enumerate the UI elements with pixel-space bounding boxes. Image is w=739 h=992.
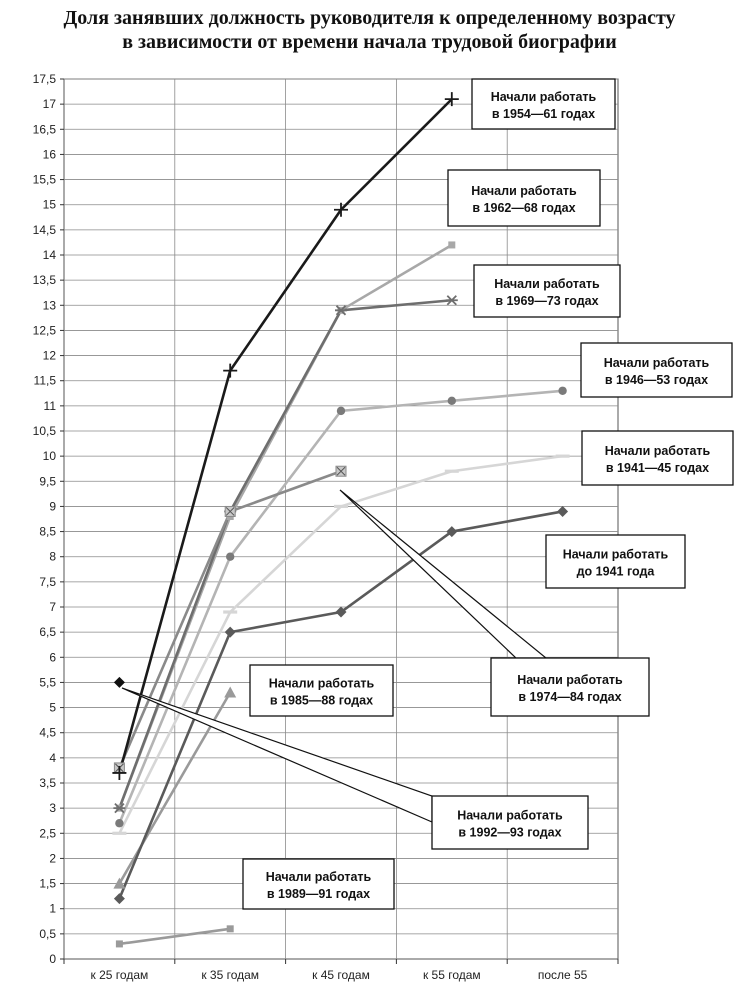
- y-tick-label: 7: [49, 600, 56, 614]
- y-tick-label: 7,5: [39, 574, 56, 589]
- y-tick-label: 1: [49, 901, 56, 916]
- label-frame: [581, 343, 732, 397]
- label-line-1: Начали работать: [603, 356, 710, 370]
- x-tick-label: к 55 годам: [422, 968, 481, 982]
- series-labels: [243, 79, 733, 909]
- label-frame: [474, 265, 620, 317]
- data-point: [558, 387, 566, 395]
- y-tick-label: 17,5: [32, 72, 56, 86]
- x-tick-label: после 55: [537, 968, 588, 982]
- y-tick-label: 4,5: [39, 725, 56, 740]
- label-line-1: Начали работать: [457, 808, 563, 823]
- y-tick-label: 9,5: [39, 474, 56, 489]
- y-tick-label: 16: [42, 147, 56, 162]
- label-line-1: Начали работать: [471, 184, 577, 198]
- data-point: [224, 686, 236, 697]
- data-point: [446, 296, 458, 305]
- label-frame: [432, 796, 588, 849]
- x-tick-label: к 25 годам: [90, 968, 149, 982]
- data-point: [334, 505, 348, 508]
- data-point: [336, 466, 346, 476]
- y-tick-label: 0: [49, 952, 56, 966]
- data-point: [112, 832, 126, 835]
- label-line-1: Начали работать: [517, 673, 623, 687]
- data-point: [557, 506, 568, 517]
- y-tick-label: 2,5: [39, 826, 56, 841]
- y-tick-label: 11,5: [33, 373, 56, 388]
- chart-title-line-1: Доля занявших должность руководителя к определенному возрасту: [63, 7, 676, 29]
- chart-title-line-2: в зависимости от времени начала трудовой биографии: [122, 31, 617, 53]
- y-tick-label: 17: [42, 97, 56, 112]
- y-tick-label: 11: [43, 398, 56, 413]
- y-tick-label: 5,5: [39, 675, 56, 690]
- y-axis: [33, 72, 64, 966]
- data-point: [114, 677, 125, 688]
- label-frame: [582, 431, 733, 485]
- data-point: [113, 878, 125, 889]
- y-tick-label: 5: [49, 700, 56, 715]
- label-frame: [472, 79, 615, 129]
- label-line-2: в 1974—84 годах: [518, 690, 622, 704]
- data-point: [225, 506, 235, 516]
- series-label-box: [582, 431, 733, 485]
- label-frame: [243, 859, 394, 909]
- data-point: [225, 627, 236, 638]
- data-point: [223, 610, 237, 613]
- series-label-box: [243, 859, 394, 909]
- x-axis: [64, 959, 618, 982]
- label-frame: [491, 658, 649, 716]
- label-line-2: до 1941 года: [576, 564, 655, 579]
- y-tick-label: 10,5: [32, 424, 56, 438]
- data-point: [445, 470, 459, 473]
- label-line-1: Начали работать: [490, 90, 597, 104]
- label-line-2: в 1969—73 годах: [495, 294, 599, 308]
- label-line-2: в 1985—88 годах: [269, 693, 374, 708]
- series-label-box: [581, 343, 732, 397]
- y-tick-label: 14,5: [32, 222, 56, 237]
- label-line-2: в 1989—91 годах: [266, 887, 371, 901]
- data-point: [226, 553, 234, 561]
- callout-pointers: [122, 490, 546, 822]
- y-tick-label: 3,5: [39, 776, 56, 790]
- y-tick-label: 4: [49, 750, 56, 765]
- data-point: [114, 893, 125, 904]
- data-point: [116, 940, 123, 947]
- label-frame: [250, 665, 393, 716]
- label-line-2: в 1992—93 годах: [458, 825, 562, 840]
- label-line-1: Начали работать: [265, 870, 372, 884]
- y-tick-label: 15,5: [32, 172, 56, 187]
- label-line-1: Начали работать: [268, 676, 375, 691]
- series-label-box: [546, 535, 685, 588]
- y-tick-label: 8,5: [39, 524, 56, 539]
- data-point: [115, 819, 123, 827]
- callout-pointer-1974-84: [340, 490, 546, 658]
- label-line-1: Начали работать: [494, 277, 600, 291]
- y-tick-label: 1,5: [39, 876, 56, 891]
- y-tick-label: 6: [49, 650, 56, 665]
- y-tick-label: 12,5: [32, 323, 56, 338]
- label-frame: [546, 535, 685, 588]
- y-tick-label: 10: [42, 449, 56, 464]
- label-line-2: в 1962—68 годах: [472, 201, 576, 215]
- y-tick-label: 16,5: [32, 122, 56, 137]
- y-tick-label: 13: [42, 298, 56, 313]
- data-point: [556, 455, 570, 458]
- y-tick-label: 2: [49, 851, 56, 866]
- label-line-1: Начали работать: [604, 444, 711, 458]
- y-tick-label: 15: [42, 197, 56, 212]
- series-label-box: [474, 265, 620, 317]
- y-tick-label: 13,5: [32, 273, 56, 288]
- data-point: [227, 925, 234, 932]
- y-tick-label: 0,5: [39, 926, 56, 941]
- data-point: [337, 407, 345, 415]
- series-label-box: [250, 665, 393, 716]
- data-point: [448, 397, 456, 405]
- y-tick-label: 9: [49, 499, 56, 514]
- series-label-box: [491, 658, 649, 716]
- data-point: [448, 241, 455, 248]
- x-tick-label: к 45 годам: [312, 968, 370, 982]
- y-tick-label: 8: [49, 549, 56, 564]
- series-label-box: [472, 79, 615, 129]
- label-line-1: Начали работать: [562, 547, 669, 562]
- y-tick-label: 3: [49, 801, 56, 816]
- series-label-box: [448, 170, 600, 226]
- label-line-2: в 1954—61 годах: [491, 107, 596, 121]
- label-line-2: в 1946—53 годах: [604, 373, 709, 387]
- label-line-2: в 1941—45 годах: [605, 461, 710, 475]
- series-label-box: [432, 796, 588, 849]
- x-tick-label: к 35 годам: [201, 968, 260, 982]
- y-tick-label: 6,5: [39, 625, 56, 640]
- label-frame: [448, 170, 600, 226]
- y-tick-label: 14: [42, 248, 56, 262]
- y-tick-label: 12: [42, 348, 56, 363]
